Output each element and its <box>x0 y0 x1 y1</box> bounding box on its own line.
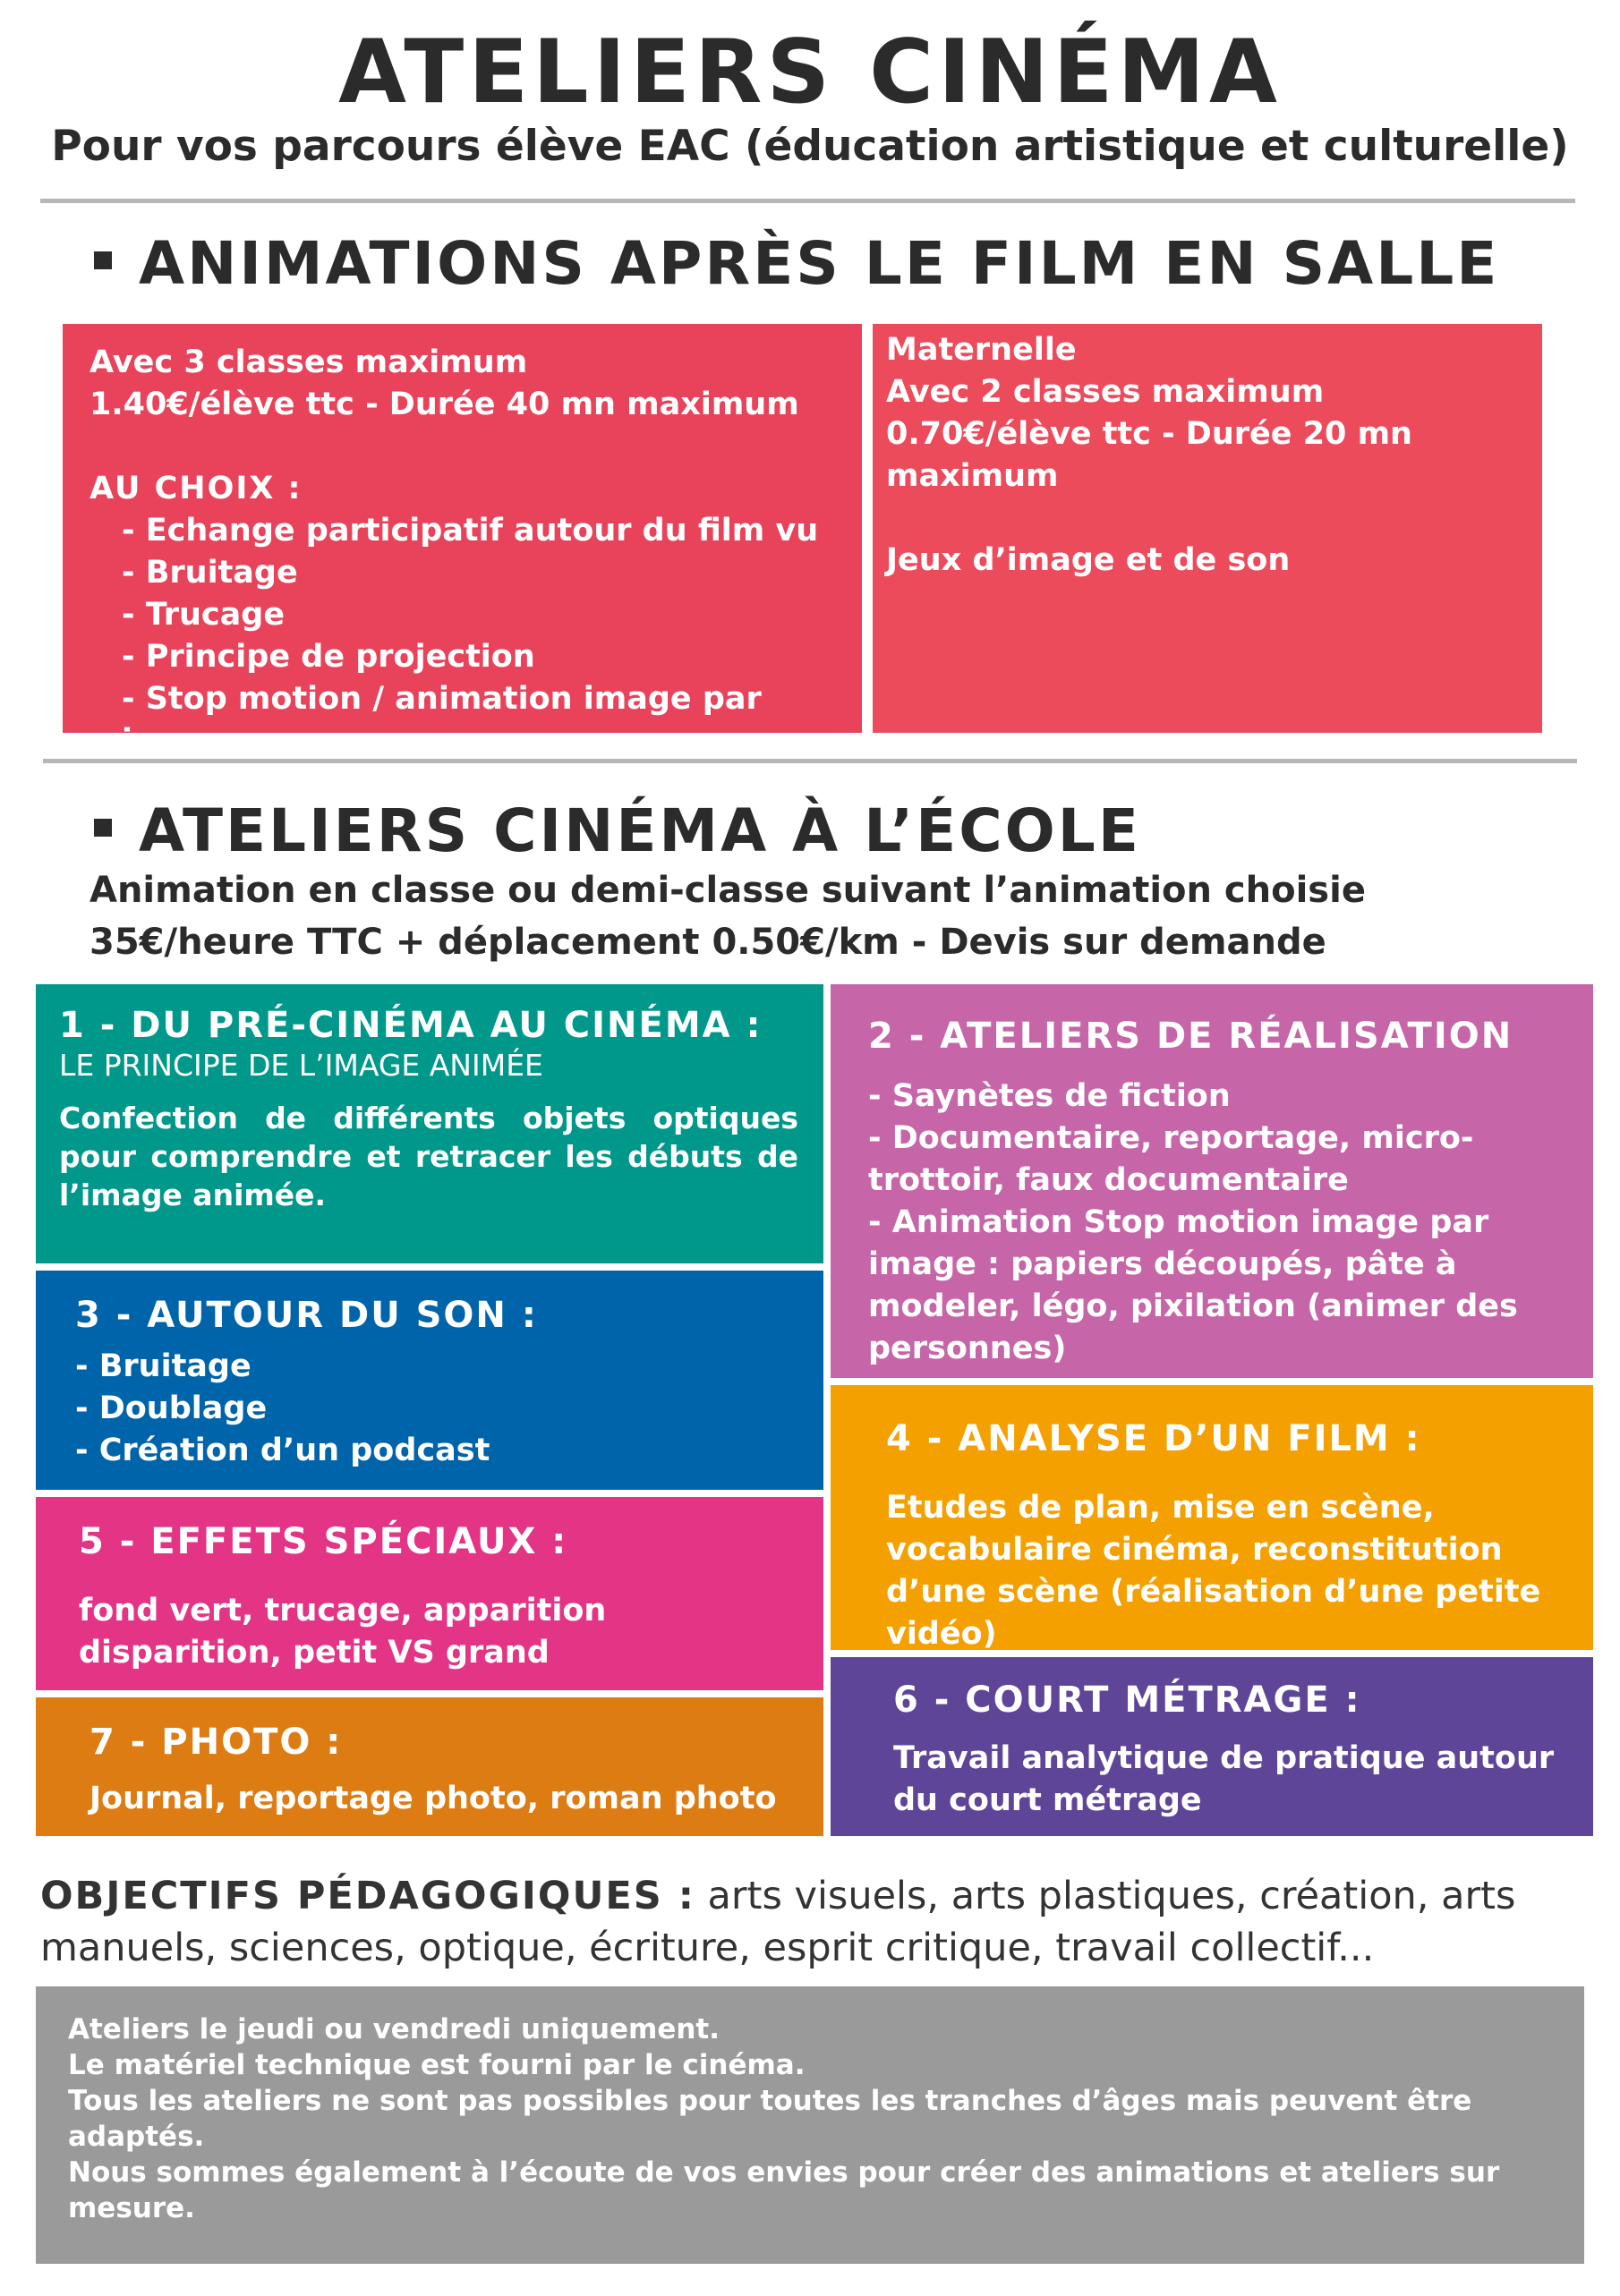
list-item: - Trucage <box>122 597 286 633</box>
workshop-4-box <box>831 1385 1593 1650</box>
list-item: - Stop motion / animation image par image <box>122 681 762 759</box>
workshop-title: 1 - DU PRÉ-CINÉMA AU CINÉMA : <box>59 1005 763 1046</box>
box-line: 0.70€/élève ttc - Durée 20 mn maximum <box>886 416 1412 494</box>
workshop-title: 2 - ATELIERS DE RÉALISATION <box>868 1016 1513 1057</box>
workshop-text: Travail analytique de pratique autour du court métrage <box>893 1740 1555 1818</box>
box-line: Avec 2 classes maximum <box>886 374 1325 410</box>
workshop-3-box <box>36 1271 823 1490</box>
workshop-subtitle: LE PRINCIPE DE L’IMAGE ANIMÉE <box>59 1048 543 1083</box>
workshop-title: 5 - EFFETS SPÉCIAUX : <box>79 1521 568 1562</box>
section-line: Animation en classe ou demi-classe suivant l’animation choisie <box>90 870 1366 911</box>
divider <box>40 199 1575 203</box>
list-item: - Bruitage <box>122 555 298 591</box>
bullet-square-icon <box>94 819 112 837</box>
box-line: 1.40€/élève ttc - Durée 40 mn maximum <box>90 387 799 422</box>
workshop-6-box <box>831 1657 1593 1836</box>
workshop-2-box <box>831 984 1593 1378</box>
page-title: ATELIERS CINÉMA <box>338 21 1282 123</box>
workshop-1-box <box>36 984 823 1263</box>
box-line: Avec 3 classes maximum <box>90 344 528 380</box>
animations-box-maternelle <box>873 324 1542 733</box>
list-item: - Documentaire, reportage, micro-trottoir, faux documentaire <box>868 1120 1474 1198</box>
section-heading-ecole: ATELIERS CINÉMA À L’ÉCOLE <box>94 796 1141 865</box>
workshop-title: 3 - AUTOUR DU SON : <box>75 1295 538 1336</box>
box-line: Jeux d’image et de son <box>886 542 1291 578</box>
footer-line: Ateliers le jeudi ou vendredi uniquement. <box>68 2013 720 2045</box>
footer-line: Nous sommes également à l’écoute de vos envies pour créer des animations et ateliers sur mesure. <box>68 2156 1500 2224</box>
list-item: - Bruitage <box>75 1348 252 1384</box>
workshop-7-box <box>36 1697 823 1836</box>
list-item: - Principe de projection <box>122 639 535 675</box>
list-item: - Doublage <box>75 1390 268 1426</box>
workshop-title: 4 - ANALYSE D’UN FILM : <box>886 1418 1421 1459</box>
objectifs-text: arts visuels, arts plastiques, création, arts manuels, sciences, optique, écriture, esprit critique, travail collectif... <box>40 1874 1516 1970</box>
choice-label: AU CHOIX : <box>90 471 303 506</box>
section-line: 35€/heure TTC + déplacement 0.50€/km - Devis sur demande <box>90 922 1326 963</box>
workshop-title: 7 - PHOTO : <box>90 1722 343 1763</box>
animations-box-primaire <box>63 324 862 759</box>
workshop-text: Etudes de plan, mise en scène, vocabulaire cinéma, reconstitution d’une scène (réalisation d’une petite vidéo) <box>886 1490 1541 1652</box>
objectifs-label: OBJECTIFS PÉDAGOGIQUES : <box>40 1874 695 1918</box>
choice-list <box>90 510 862 762</box>
divider <box>43 759 1577 763</box>
workshop-5-box <box>36 1497 823 1690</box>
workshop-list <box>868 1076 1566 1370</box>
objectifs-pedagogiques <box>40 1870 1562 1974</box>
workshop-text: Journal, reportage photo, roman photo <box>90 1781 777 1816</box>
list-item: - Création d’un podcast <box>75 1433 490 1468</box>
workshop-text: fond vert, trucage, apparition disparition, petit VS grand <box>79 1593 607 1671</box>
list-item: - Echange participatif autour du film vu <box>122 513 819 548</box>
workshop-list <box>75 1346 806 1472</box>
footer-line: Tous les ateliers ne sont pas possibles pour toutes les tranches d’âges mais peuvent être adaptés. <box>68 2085 1472 2153</box>
workshop-title: 6 - COURT MÉTRAGE : <box>893 1679 1361 1721</box>
workshop-text: Confection de différents objets optiques pour comprendre et retracer les débuts de l’image animée. <box>59 1101 798 1212</box>
section-heading-animations: ANIMATIONS APRÈS LE FILM EN SALLE <box>94 229 1499 298</box>
box-line: Maternelle <box>886 332 1077 368</box>
footer-info-box <box>36 1986 1584 2294</box>
contact-line: CONTACT : mediation@cinehorloge.fr / 0962171624 /0787536639 <box>68 2262 1085 2294</box>
footer-line: Le matériel technique est fourni par le cinéma. <box>68 2049 806 2081</box>
bullet-square-icon <box>94 251 112 269</box>
list-item: - Saynètes de fiction <box>868 1078 1231 1114</box>
page-subtitle: Pour vos parcours élève EAC (éducation artistique et culturelle) <box>51 122 1569 171</box>
list-item: - Animation Stop motion image par image : papiers découpés, pâte à modeler, légo, pixilation (animer des personnes) <box>868 1204 1518 1366</box>
